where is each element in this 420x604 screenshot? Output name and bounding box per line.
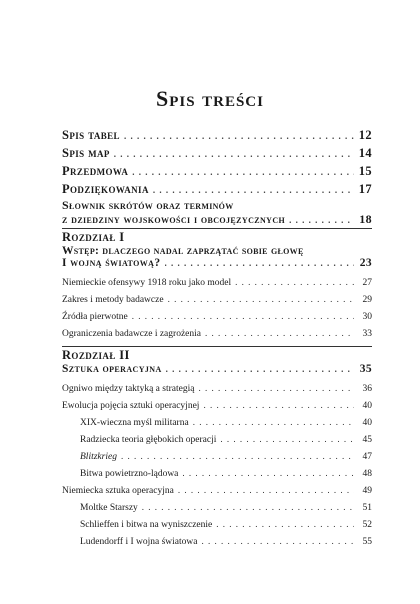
- leader-dots: [165, 257, 355, 269]
- toc-page-number: 17: [358, 182, 372, 196]
- toc-page-number: 30: [362, 312, 372, 322]
- leader-dots: [166, 363, 354, 375]
- toc-entry-label: Ograniczenia badawcze i zagrożenia: [62, 329, 201, 339]
- toc-page-number: 15: [358, 164, 372, 178]
- toc-entry-label: Ogniwo między taktyką a strategią: [62, 384, 195, 394]
- toc-page-number: 49: [362, 486, 372, 496]
- toc-entry-label: Wstęp: dlaczego nadal zaprzątać sobie głowę: [62, 245, 304, 257]
- toc-entry: [62, 468, 372, 479]
- toc-page-number: 40: [362, 418, 372, 428]
- leader-dots: [142, 502, 354, 513]
- toc-entry-label: Schlieffen i bitwa na wyniszczenie: [80, 520, 213, 530]
- toc-page-number: 23: [359, 257, 372, 269]
- toc-page-number: 47: [362, 452, 372, 462]
- toc-entry-label: Blitzkrieg: [80, 452, 117, 462]
- toc-entry-label: Ewolucja pojęcia sztuki operacyjnej: [62, 401, 200, 411]
- leader-dots: [220, 434, 354, 445]
- toc-entry-label: Moltke Starszy: [80, 503, 138, 513]
- leader-dots: [182, 468, 354, 479]
- toc-page-number: 35: [359, 363, 372, 375]
- toc-entry-label: Sztuka operacyjna: [62, 363, 162, 375]
- page-title: Spis treści: [156, 86, 264, 111]
- chapter-heading: Rozdział I: [62, 230, 125, 244]
- toc-page-number: 55: [362, 537, 372, 547]
- toc-page-number: 33: [362, 329, 372, 339]
- toc-entry-label: Bitwa powietrzno-lądowa: [80, 469, 179, 479]
- leader-dots: [202, 536, 355, 547]
- toc-entry-label: Słownik skrótów oraz terminów: [62, 198, 234, 212]
- toc-entry: [62, 417, 372, 428]
- toc-page-number: 45: [362, 435, 372, 445]
- leader-dots: [289, 212, 354, 227]
- toc-entry-label: Spis map: [62, 146, 110, 160]
- toc-entry-label: Przedmowa: [62, 164, 129, 178]
- leader-dots: [205, 328, 354, 339]
- toc-entry-label: I wojną światową?: [62, 257, 161, 269]
- leader-dots: [193, 417, 354, 428]
- toc-entry: [62, 277, 372, 288]
- toc-entry: [62, 451, 372, 462]
- leader-dots: [198, 383, 354, 394]
- toc-entry: [62, 485, 372, 496]
- toc-page-number: 12: [358, 128, 372, 142]
- toc-entry-label: z dziedziny wojskowości i obcojęzycznych: [62, 212, 286, 226]
- toc-entry: [62, 519, 372, 530]
- chapter-heading: Rozdział II: [62, 348, 130, 362]
- toc-page-number: 18: [359, 212, 372, 226]
- leader-dots: [114, 146, 354, 161]
- leader-dots: [121, 451, 354, 462]
- toc-entry: [62, 328, 372, 339]
- toc-entry-label: Ludendorff i I wojna światowa: [80, 537, 198, 547]
- toc-entry: [62, 434, 372, 445]
- toc-entry-label: Podziękowania: [62, 182, 149, 196]
- toc-entry: [62, 363, 372, 375]
- toc-entry: [62, 128, 372, 143]
- toc-entry: [62, 146, 372, 161]
- toc-page-number: 40: [362, 401, 372, 411]
- toc-entry-label: Źródła pierwotne: [62, 312, 128, 322]
- toc-entry: [62, 212, 372, 227]
- toc-entry-label: Niemieckie ofensywy 1918 roku jako model: [62, 278, 232, 288]
- chapter-divider: [62, 228, 372, 229]
- toc-entry: [62, 294, 372, 305]
- toc-page-number: 36: [362, 384, 372, 394]
- chapter-divider: [62, 346, 372, 347]
- leader-dots: [178, 485, 354, 496]
- toc-page-number: 27: [362, 278, 372, 288]
- toc-page-number: 29: [362, 295, 372, 305]
- toc-page-number: 51: [362, 503, 372, 513]
- toc-entry-glossary: [62, 199, 372, 212]
- leader-dots: [203, 400, 354, 411]
- toc-entry-label: Niemiecka sztuka operacyjna: [62, 486, 174, 496]
- toc-entry-label: Radziecka teoria głębokich operacji: [80, 435, 217, 445]
- toc-entry: [62, 257, 372, 269]
- leader-dots: [216, 519, 354, 530]
- leader-dots: [132, 164, 354, 179]
- toc-entry-label: Zakres i metody badawcze: [62, 295, 164, 305]
- toc-entry: [62, 502, 372, 513]
- toc-entry-label: Spis tabel: [62, 128, 120, 142]
- leader-dots: [235, 277, 354, 288]
- leader-dots: [124, 128, 354, 143]
- toc-page-number: 48: [362, 469, 372, 479]
- toc-entry: [62, 164, 372, 179]
- leader-dots: [132, 311, 354, 322]
- toc-entry: [62, 182, 372, 197]
- toc-entry: [62, 400, 372, 411]
- leader-dots: [153, 182, 354, 197]
- toc-entry-label: XIX-wieczna myśl militarna: [80, 418, 189, 428]
- toc-entry: [62, 311, 372, 322]
- toc-entry: [62, 536, 372, 547]
- toc-page-number: 52: [362, 520, 372, 530]
- toc-page-number: 14: [358, 146, 372, 160]
- leader-dots: [168, 294, 354, 305]
- toc-entry: [62, 383, 372, 394]
